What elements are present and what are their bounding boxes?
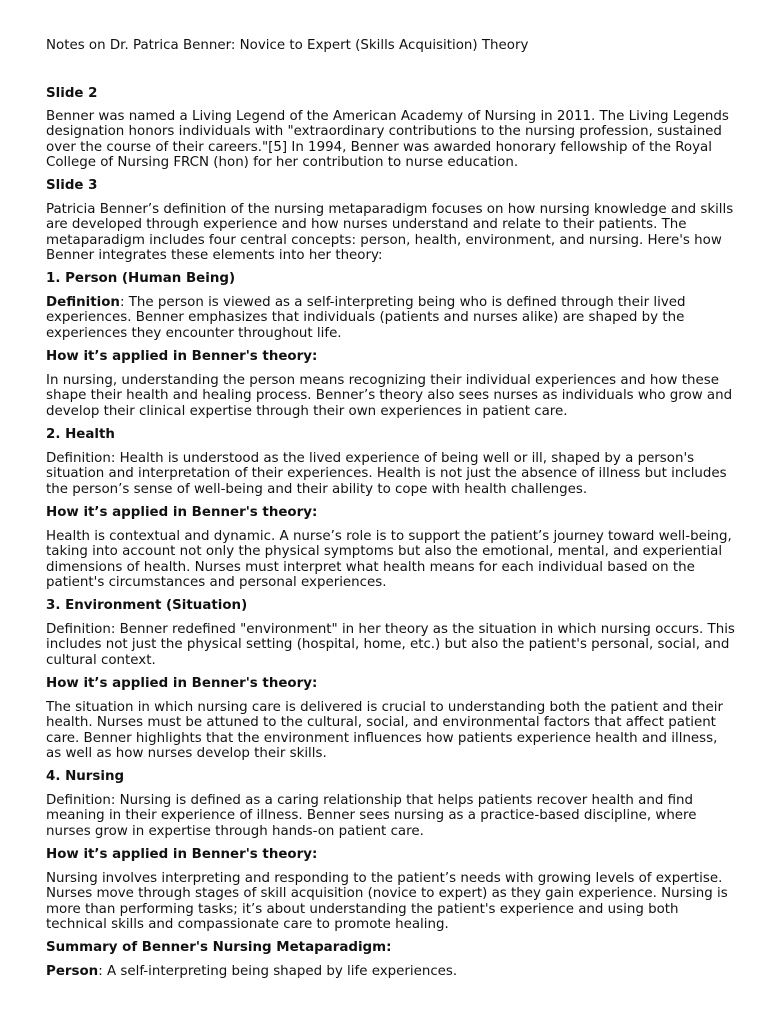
- definition-label: Definition: [46, 295, 120, 310]
- environment-applied-paragraph: The situation in which nursing care is delivered is crucial to understanding both the patient and their health. Nurses must be attuned to the cultural, social, and environmental factors that affect patient care. Benner highlights that the environment influences how patients experience health and illness, as well as how nurses develop their skills.: [46, 700, 723, 761]
- summary-heading: Summary of Benner's Nursing Metaparadigm:: [46, 940, 392, 955]
- slide-2-paragraph: Benner was named a Living Legend of the American Academy of Nursing in 2011. The Living Legends designation honors individuals with "extraordinary contributions to the nursing profession, sustained over the course of their careers."[5] In 1994, Benner was awarded honorary fellowship of the Royal College of Nursing FRCN (hon) for her contribution to nurse education.: [46, 109, 729, 170]
- health-applied-paragraph: Health is contextual and dynamic. A nurse’s role is to support the patient’s journey toward well-being, taking into account not only the physical symptoms but also the emotional, mental, and experiential dimensions of health. Nurses must interpret what health means for each individual based on the patient's circumstances and personal experiences.: [46, 529, 732, 590]
- nursing-definition: Definition: Nursing is defined as a caring relationship that helps patients recover health and find meaning in their experience of illness. Benner sees nursing as a practice-based discipline, where nurses grow in expertise through hands-on patient care.: [46, 793, 697, 839]
- person-heading: 1. Person (Human Being): [46, 271, 236, 286]
- slide-3-intro-paragraph: Patricia Benner’s definition of the nursing metaparadigm focuses on how nursing knowledge and skills are developed through experience and how nurses understand and relate to their patients. The metaparadigm includes four central concepts: person, health, environment, and nursing. Here's how Benner integrates these elements into her theory:: [46, 202, 734, 263]
- environment-heading: 3. Environment (Situation): [46, 598, 248, 613]
- person-definition: [46, 295, 736, 341]
- nursing-heading: 4. Nursing: [46, 769, 125, 784]
- health-definition: Definition: Health is understood as the lived experience of being well or ill, shaped by a person's situation and interpretation of their experiences. Health is not just the absence of illness but includes the person’s sense of well-being and their ability to cope with health challenges.: [46, 451, 727, 497]
- summary-person-text: : A self-interpreting being shaped by life experiences.: [98, 964, 458, 979]
- summary-person-line: [46, 964, 736, 979]
- health-applied-heading: How it’s applied in Benner's theory:: [46, 505, 318, 520]
- environment-definition: Definition: Benner redefined "environment" in her theory as the situation in which nursing occurs. This includes not just the physical setting (hospital, home, etc.) but also the patient's personal, social, and cultural context.: [46, 622, 735, 668]
- health-heading: 2. Health: [46, 427, 115, 442]
- slide-3-heading: Slide 3: [46, 178, 98, 193]
- nursing-applied-heading: How it’s applied in Benner's theory:: [46, 847, 318, 862]
- summary-person-label: Person: [46, 964, 99, 979]
- person-definition-text: : The person is viewed as a self-interpreting being who is defined through their lived experiences. Benner emphasizes that individuals (patients and nurses alike) are shaped by the experiences they encounter throughout life.: [46, 295, 686, 341]
- person-applied-paragraph: In nursing, understanding the person means recognizing their individual experiences and how these shape their health and healing process. Benner’s theory also sees nurses as individuals who grow and develop their clinical expertise through their own experiences in patient care.: [46, 373, 733, 419]
- environment-applied-heading: How it’s applied in Benner's theory:: [46, 676, 318, 691]
- document-title: Notes on Dr. Patrica Benner: Novice to Expert (Skills Acquisition) Theory: [46, 38, 529, 53]
- slide-2-heading: Slide 2: [46, 86, 98, 101]
- nursing-applied-paragraph: Nursing involves interpreting and responding to the patient’s needs with growing levels of expertise. Nurses move through stages of skill acquisition (novice to expert) as they gain experience. Nursing is more than performing tasks; it’s about understanding the patient's experience and using both technical skills and compassionate care to promote healing.: [46, 871, 728, 932]
- person-applied-heading: How it’s applied in Benner's theory:: [46, 349, 318, 364]
